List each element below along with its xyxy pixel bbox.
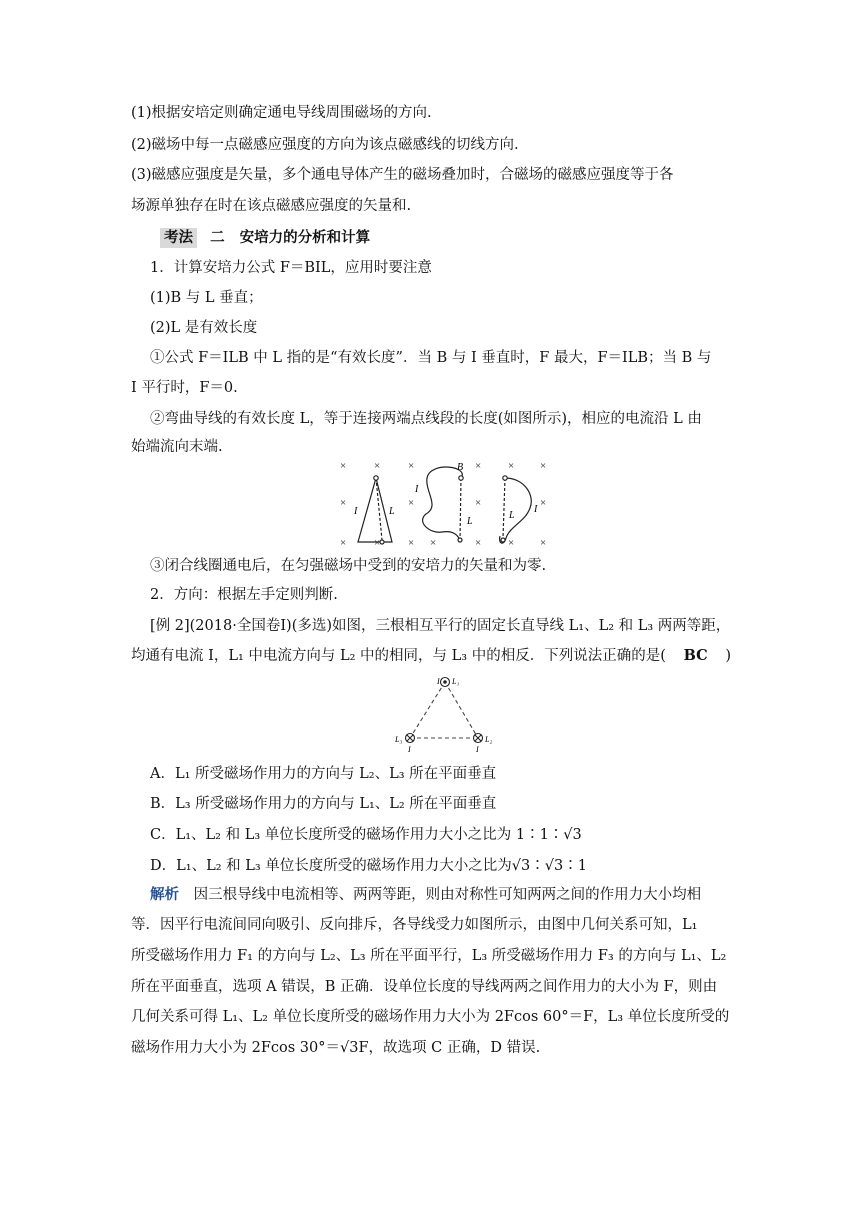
analysis-label: 解析 bbox=[150, 887, 179, 903]
body-p4-line-1: ①公式 F＝ILB 中 L 指的是“有效长度”．当 B 与 I 垂直时，F 最大，F＝ILB；当 B 与 bbox=[150, 350, 712, 366]
fig2-label-L1: L₁ bbox=[452, 677, 460, 686]
body-p4-line-2: I 平行时，F＝0. bbox=[131, 380, 238, 396]
body-p6: ③闭合线圈通电后，在匀强磁场中受到的安培力的矢量和为零. bbox=[150, 558, 547, 574]
svg-text:×: × bbox=[475, 460, 482, 472]
example-close-paren: ) bbox=[725, 648, 731, 664]
example-question: 均通有电流 I，L₁ 中电流方向与 L₂ 中的相同，与 L₃ 中的相反．下列说法正确的是( bbox=[131, 648, 666, 664]
fig2-label-I-top: I bbox=[437, 677, 440, 686]
option-A: A．L₁ 所受磁场作用力的方向与 L₂、L₃ 所在平面垂直 bbox=[150, 766, 497, 782]
section-badge: 考法 bbox=[160, 228, 197, 248]
svg-text:×: × bbox=[408, 497, 415, 509]
field-crosses bbox=[340, 460, 546, 549]
svg-text:×: × bbox=[374, 537, 381, 549]
effective-length-figure bbox=[330, 456, 560, 552]
analysis-text-1: 因三根导线中电流相等、两两等距，则由对称性可知两两之间的作用力大小均相 bbox=[193, 887, 702, 903]
svg-text:×: × bbox=[340, 460, 347, 472]
three-wires-figure bbox=[392, 672, 502, 756]
note-3-line-1: (3)磁感应强度是矢量，多个通电导体产生的磁场叠加时，合磁场的磁感应强度等于各 bbox=[131, 167, 674, 183]
option-C: C．L₁、L₂ 和 L₃ 单位长度所受的磁场作用力大小之比为 1∶1∶√3 bbox=[150, 827, 582, 843]
body-p3: (2)L 是有效长度 bbox=[150, 320, 258, 336]
fig2-label-I-right: I bbox=[476, 745, 479, 754]
svg-text:×: × bbox=[408, 460, 415, 472]
option-D: D．L₁、L₂ 和 L₃ 单位长度所受的磁场作用力大小之比为√3∶√3∶1 bbox=[150, 858, 587, 874]
tri-label-L: L bbox=[389, 506, 395, 517]
svg-text:×: × bbox=[540, 497, 547, 509]
analysis-line-6: 磁场作用力大小为 2Fcos 30°＝√3F，故选项 C 正确，D 错误. bbox=[131, 1040, 541, 1056]
wire-L2-cross bbox=[474, 734, 483, 743]
fig2-label-I-left: I bbox=[408, 745, 411, 754]
curve-label-B: B bbox=[457, 462, 464, 473]
analysis-line-2: 等．因平行电流间同向吸引、反向排斥，各导线受力如图所示，由图中几何关系可知，L₁ bbox=[131, 917, 698, 933]
triangle-wire bbox=[358, 476, 392, 544]
body-p2: (1)B 与 L 垂直； bbox=[150, 290, 263, 306]
wire-L1-dot bbox=[441, 678, 450, 687]
section-title: 安培力的分析和计算 bbox=[239, 230, 371, 246]
note-3-line-2: 场源单独存在时在该点磁感应强度的矢量和. bbox=[131, 198, 412, 214]
wire-L3-cross bbox=[406, 734, 415, 743]
fig2-label-L2: L₂ bbox=[485, 735, 493, 744]
example-answer: BC bbox=[683, 647, 708, 664]
body-p5-line-2: 始端流向末端. bbox=[131, 439, 223, 455]
note-2: (2)磁场中每一点磁感应强度的方向为该点磁感线的切线方向. bbox=[131, 137, 519, 153]
svg-text:×: × bbox=[540, 537, 547, 549]
loop-label-L: L bbox=[509, 510, 515, 521]
analysis-line-4: 所在平面垂直，选项 A 错误，B 正确．设单位长度的导线两两之间作用力的大小为 F，则由 bbox=[131, 979, 718, 995]
svg-text:×: × bbox=[475, 537, 482, 549]
svg-text:×: × bbox=[475, 497, 482, 509]
example-line-1: [例 2](2018·全国卷Ⅰ)(多选)如图，三根相互平行的固定长直导线 L₁、L₂ 和 L₃ 两两等距， bbox=[150, 618, 731, 634]
svg-text:×: × bbox=[340, 537, 347, 549]
svg-text:×: × bbox=[340, 497, 347, 509]
svg-text:×: × bbox=[374, 460, 381, 472]
svg-text:×: × bbox=[408, 537, 415, 549]
curve-label-L: L bbox=[467, 516, 473, 527]
analysis-line-3: 所受磁场作用力 F₁ 的方向与 L₂、L₃ 所在平面平行，L₃ 所受磁场作用力 F₃ 的方向与 L₁、L₂ bbox=[131, 948, 727, 964]
section-heading bbox=[160, 228, 370, 248]
section-number: 二 bbox=[210, 230, 225, 246]
example-line-2 bbox=[131, 646, 731, 666]
loop-wire bbox=[500, 476, 532, 543]
svg-text:×: × bbox=[540, 460, 547, 472]
analysis-line-1 bbox=[150, 885, 701, 905]
option-B: B．L₃ 所受磁场作用力的方向与 L₁、L₂ 所在平面垂直 bbox=[150, 796, 497, 812]
loop-label-I: I bbox=[534, 504, 538, 515]
svg-text:×: × bbox=[508, 537, 515, 549]
note-1: (1)根据安培定则确定通电导线周围磁场的方向. bbox=[131, 105, 432, 121]
body-p5-line-1: ②弯曲导线的有效长度 L，等于连接两端点线段的长度(如图所示)，相应的电流沿 L 由 bbox=[150, 411, 702, 427]
body-p1: 1．计算安培力公式 F＝BIL，应用时要注意 bbox=[150, 260, 432, 276]
tri-label-I: I bbox=[354, 506, 358, 517]
curve-label-I: I bbox=[415, 484, 419, 495]
body-p7: 2．方向：根据左手定则判断. bbox=[150, 587, 338, 603]
curved-wire bbox=[423, 467, 464, 542]
analysis-line-5: 几何关系可得 L₁、L₂ 单位长度所受的磁场作用力大小为 2Fcos 60°＝F，L₃ 单位长度所受的 bbox=[131, 1009, 730, 1025]
svg-text:×: × bbox=[508, 460, 515, 472]
triangle-dashed bbox=[410, 682, 478, 738]
fig2-label-L3: L₃ bbox=[395, 735, 403, 744]
svg-text:×: × bbox=[430, 537, 437, 549]
